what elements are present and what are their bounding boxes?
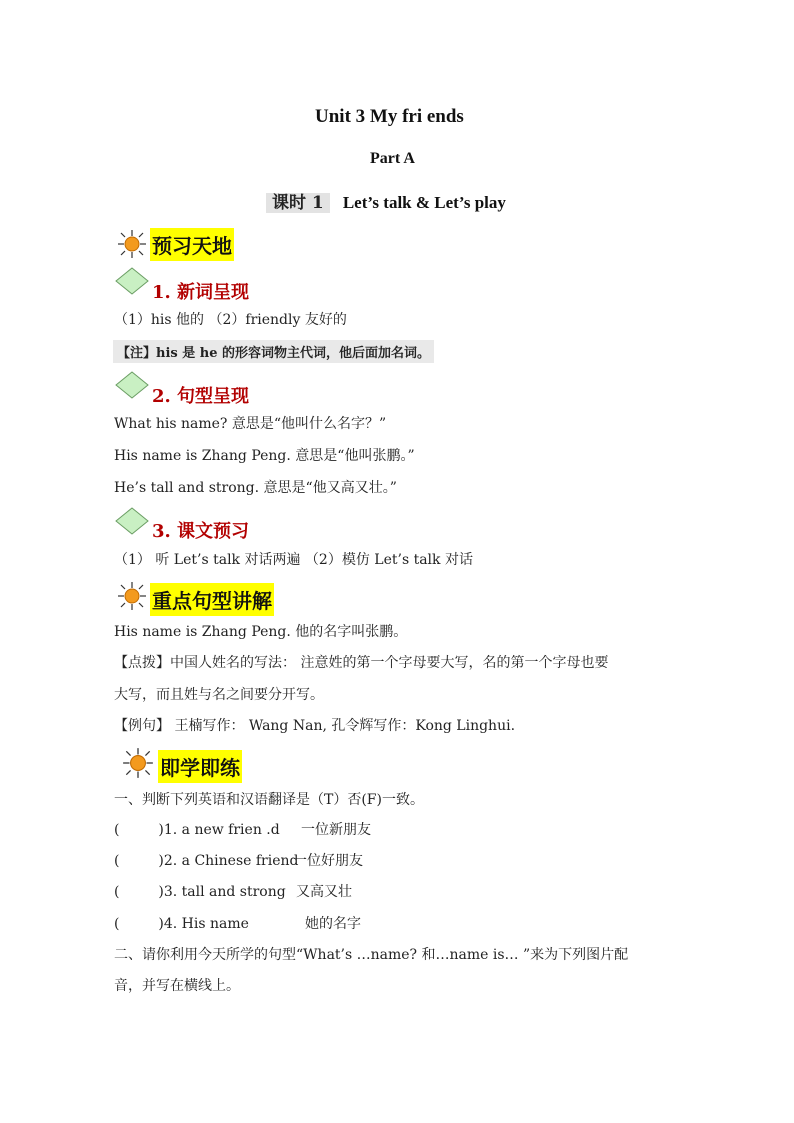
keypoint-sentence: His name is Zhang Peng. 他的名字叫张鹏。 [114,624,408,640]
diamond-icon [114,370,150,400]
list-item [114,881,286,903]
note-his: 【注】his 是 he 的形容词物主代词，他后面加名词。 [113,340,434,363]
item-english: )1. a new frien .d [158,822,280,838]
answer-paren[interactable]: ( [114,884,120,900]
question-one-title: 一、判断下列英语和汉语翻译是（T）否(F)一致。 [114,792,424,808]
text-preview-line: （1） 听 Let’s talk 对话两遍 （2）模仿 Let’s talk 对话 [114,552,473,568]
list-item [114,850,298,872]
item-chinese: 她的名字 [305,916,361,932]
question-two-line: 音，并写在横线上。 [114,978,240,994]
item-chinese: 又高又壮 [296,884,352,900]
subheading-sentence-patterns: 2. 句型呈现 [152,386,250,407]
pattern-line: His name is Zhang Peng. 意思是“他叫张鹏。” [114,448,415,464]
item-english: )4. His name [158,916,249,932]
sun-icon [114,228,150,260]
part-label: Part A [370,150,415,167]
item-english: )2. a Chinese friend [158,853,299,869]
sun-icon [118,746,158,780]
lesson-tag: 课时 1 [266,193,330,213]
question-two-line: 二、请你利用今天所学的句型“What’s …name? 和…name is… ”来为下列图片配 [114,947,629,963]
section-heading-practice: 即学即练 [158,750,242,783]
list-item [114,913,249,935]
answer-paren[interactable]: ( [114,916,120,932]
unit-title: Unit 3 My fri ends [315,106,464,127]
tip-line: 大写，而且姓与名之间要分开写。 [114,687,324,703]
diamond-icon [114,266,150,296]
subheading-new-words: 1. 新词呈现 [152,282,250,303]
tip-line: 【点拨】中国人姓名的写法： 注意姓的第一个字母要大写，名的第一个字母也要 [114,655,609,671]
sun-icon [114,580,150,612]
lesson-title: Let’s talk & Let’s play [342,193,506,212]
list-item [114,819,280,841]
section-heading-keypoint: 重点句型讲解 [150,583,274,616]
pattern-line: What his name? 意思是“他叫什么名字？” [114,416,387,432]
pattern-line: He’s tall and strong. 意思是“他又高又壮。” [114,480,397,496]
diamond-icon [114,506,150,536]
answer-paren[interactable]: ( [114,853,120,869]
answer-paren[interactable]: ( [114,822,120,838]
section-heading-preview: 预习天地 [150,228,234,261]
item-chinese: 一位好朋友 [293,853,363,869]
subheading-text-preview: 3. 课文预习 [152,521,250,542]
new-words-line: （1）his 他的 （2）friendly 友好的 [114,312,347,328]
lesson-header [266,188,506,213]
item-chinese: 一位新朋友 [301,822,371,838]
example-line: 【例句】 王楠写作： Wang Nan, 孔令辉写作：Kong Linghui. [114,718,516,734]
item-english: )3. tall and strong [158,884,286,900]
